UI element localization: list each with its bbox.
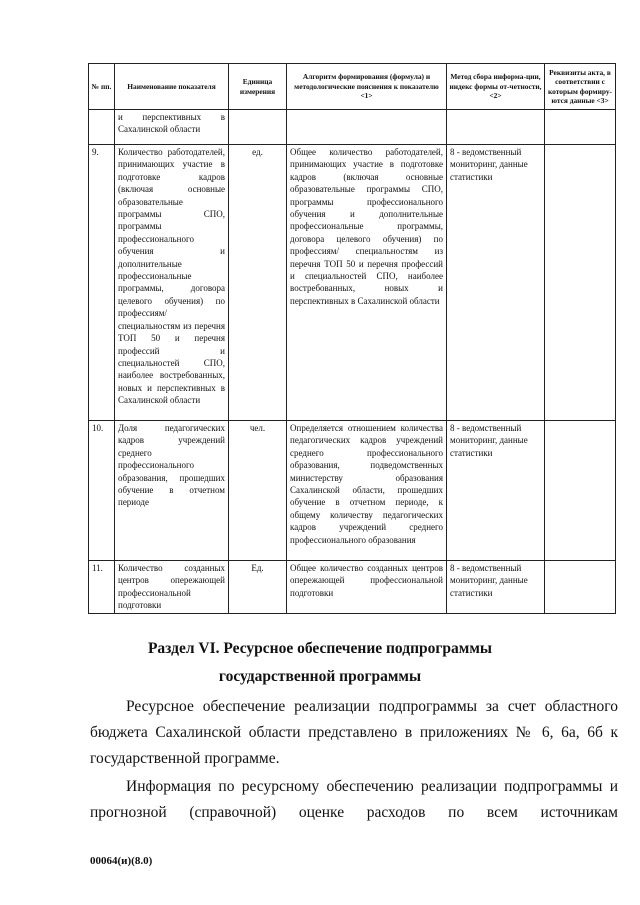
table-row bbox=[89, 561, 616, 614]
cell-method: 8 - ведомственный мониторинг, данные статистики bbox=[447, 561, 545, 614]
cell-unit: ед. bbox=[229, 145, 287, 421]
header-name: Наименование показателя bbox=[115, 64, 229, 110]
cell-method: 8 - ведомственный мониторинг, данные статистики bbox=[447, 145, 545, 421]
cell-algorithm bbox=[287, 110, 447, 145]
cell-number bbox=[89, 110, 115, 145]
section-title-line2: государственной программы bbox=[218, 668, 422, 685]
cell-requisites bbox=[545, 110, 616, 145]
table-row bbox=[89, 110, 616, 145]
cell-algorithm: Общее количество созданных центров опережающей профессиональной подготовки bbox=[287, 561, 447, 614]
header-number: № пп. bbox=[89, 64, 115, 110]
section-title-line1: Раздел VI. Ресурсное обеспечение подпрограммы bbox=[147, 640, 493, 657]
table-header-row bbox=[89, 64, 616, 110]
header-requisites: Реквизиты акта, в соответствии с которым формиру-ются данные <3> bbox=[545, 64, 616, 110]
cell-name: Количество созданных центров опережающей профессиональной подготовки bbox=[115, 561, 229, 614]
cell-requisites bbox=[545, 145, 616, 421]
document-footer-code: 00064(и)(8.0) bbox=[90, 855, 153, 867]
section-paragraph-2: Информация по ресурсному обеспечению реализации подпрограммы и прогнозной (справочной) оценке расходов по всем источникам bbox=[90, 778, 618, 821]
cell-unit bbox=[229, 110, 287, 145]
header-algorithm: Алгоритм формирования (формула) и методологические пояснения к показателю <1> bbox=[287, 64, 447, 110]
cell-name: Количество работодателей, принимающих участие в подготовке кадров (включая основные образовательные программы СПО, программы профессионального обучения и дополнительные профессиональные программы, договора целевого обучения) по профессиям/ специальностям из перечня ТОП 50 и перечня профессий и специальностей СПО, наиболее востребованных, новых и перспективных в Сахалинской области bbox=[115, 145, 229, 421]
cell-number: 11. bbox=[89, 561, 115, 614]
cell-unit: чел. bbox=[229, 421, 287, 561]
table-row bbox=[89, 421, 616, 561]
header-unit: Единица измерения bbox=[229, 64, 287, 110]
cell-method bbox=[447, 110, 545, 145]
indicators-table bbox=[88, 63, 616, 614]
cell-algorithm: Определяется отношением количества педагогических кадров учреждений среднего профессионального образования, подведомственных министерству образования Сахалинской области, прошедших обучение в отчетном периоде, к общему количеству педагогических кадров учреждений среднего профессионального образования bbox=[287, 421, 447, 561]
cell-requisites bbox=[545, 421, 616, 561]
cell-algorithm: Общее количество работодателей, принимающих участие в подготовке кадров (включая основные образовательные программы СПО, программы профессионального обучения и дополнительные профессиональные программы, договора целевого обучения) по профессиям/ специальностям из перечня ТОП 50 и перечня профессий и специальностей СПО, наиболее востребованных, новых и перспективных в Сахалинской области bbox=[287, 145, 447, 421]
cell-unit: Ед. bbox=[229, 561, 287, 614]
section-paragraph-1: Ресурсное обеспечение реализации подпрограммы за счет областного бюджета Сахалинской области представлено в приложениях № 6, 6а, 6б к государственной программе. bbox=[90, 698, 618, 767]
cell-number: 10. bbox=[89, 421, 115, 561]
cell-method: 8 - ведомственный мониторинг, данные статистики bbox=[447, 421, 545, 561]
cell-number: 9. bbox=[89, 145, 115, 421]
cell-requisites bbox=[545, 561, 616, 614]
cell-name: и перспективных в Сахалинской области bbox=[115, 110, 229, 145]
table-row bbox=[89, 145, 616, 421]
cell-name: Доля педагогических кадров учреждений среднего профессионального образования, прошедших обучение в отчетном периоде bbox=[115, 421, 229, 561]
header-method: Метод сбора информа-ции, индекс формы от-четности, <2> bbox=[447, 64, 545, 110]
